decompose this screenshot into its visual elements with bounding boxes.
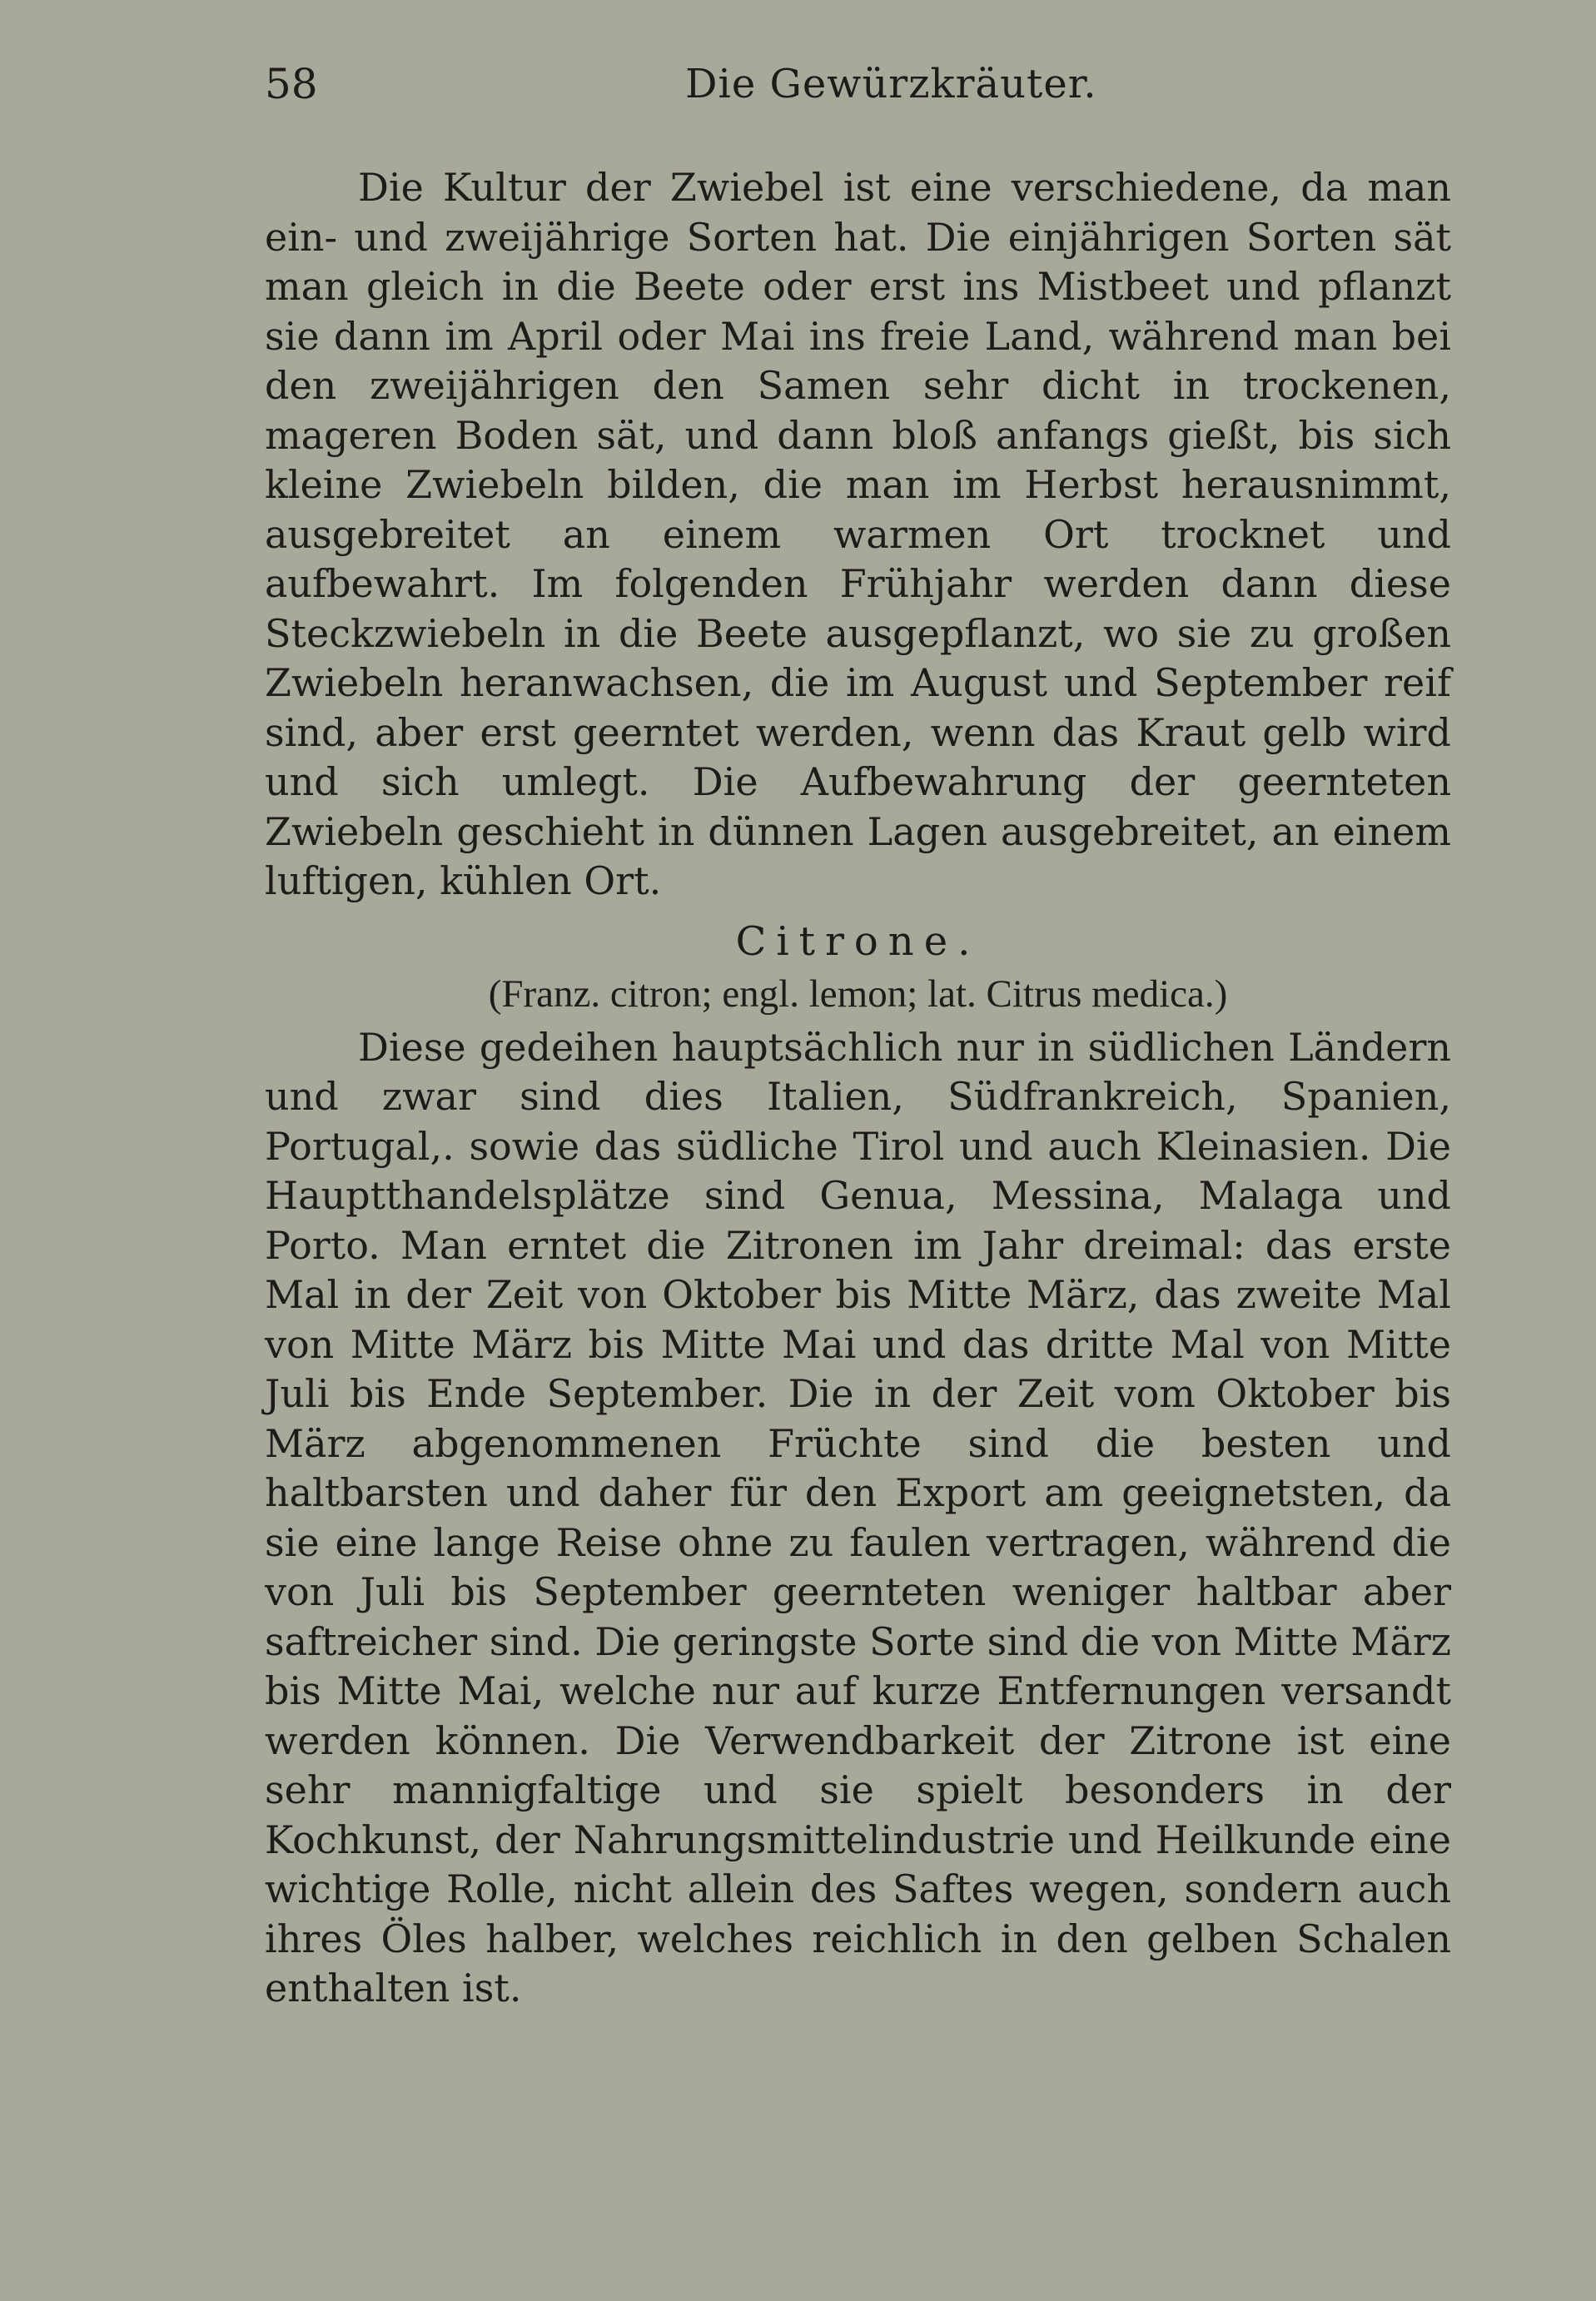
body-text	[265, 163, 1451, 2014]
page-number: 58	[265, 60, 318, 108]
section-heading: Citrone.	[735, 917, 981, 965]
section-subheading: (Franz. citron; engl. lemon; lat. Citrus medica.)	[488, 972, 1228, 1016]
paragraph-lemon: Diese gedeihen hauptsächlich nur in südlichen Ländern und zwar sind dies Italien, Südfrankreich, Spanien, Portugal,. sowie das südliche Tirol und auch Kleinasien. Die Hauptthandelsplätze sind Genua, Messina, Malaga und Porto. Man erntet die Zitronen im Jahr dreimal: das erste Mal in der Zeit von Oktober bis Mitte März, das zweite Mal von Mitte März bis Mitte Mai und das dritte Mal von Mitte Juli bis Ende September. Die in der Zeit vom Oktober bis März abgenommenen Früchte sind die besten und haltbarsten und daher für den Export am geeignetsten, da sie eine lange Reise ohne zu faulen vertragen, während die von Juli bis September geernteten weniger haltbar aber saftreicher sind. Die geringste Sorte sind die von Mitte März bis Mitte Mai, welche nur auf kurze Entfernungen versandt werden können. Die Verwendbarkeit der Zitrone ist eine sehr mannigfaltige und sie spielt besonders in der Kochkunst, der Nahrungsmittelindustrie und Heilkunde eine wichtige Rolle, nicht allein des Saftes wegen, sondern auch ihres Öles halber, welches reichlich in den gelben Schalen enthalten ist.	[265, 1024, 1451, 2010]
running-title: Die Gewürzkräuter.	[685, 61, 1097, 107]
running-head	[265, 55, 1447, 113]
paragraph-onion-cultivation: Die Kultur der Zwiebel ist eine verschiedene, da man ein- und zweijährige Sorten hat. Die einjährigen Sorten sät man gleich in die Beete oder erst ins Mistbeet und pflanzt sie dann im April oder Mai ins freie Land, während man bei den zweijährigen den Samen sehr dicht in trockenen, mageren Boden sät, und dann bloß anfangs gießt, bis sich kleine Zwiebeln bilden, die man im Herbst herausnimmt, ausgebreitet an einem warmen Ort trocknet und aufbewahrt. Im folgenden Frühjahr werden dann diese Steckzwiebeln in die Beete ausgepflanzt, wo sie zu großen Zwiebeln heranwachsen, die im August und September reif sind, aber erst geerntet werden, wenn das Kraut gelb wird und sich umlegt. Die Aufbewahrung der geernteten Zwiebeln geschieht in dünnen Lagen ausgebreitet, an einem luftigen, kühlen Ort.	[265, 165, 1451, 903]
